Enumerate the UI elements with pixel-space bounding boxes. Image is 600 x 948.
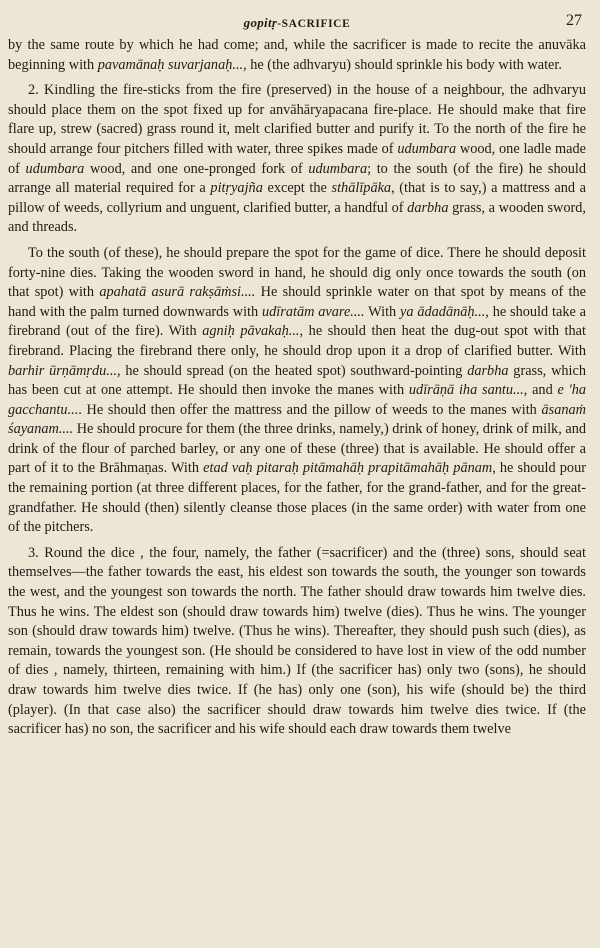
- italic-term: sthālīpāka: [331, 180, 392, 197]
- italic-term: darbha: [407, 199, 449, 216]
- text-run: 2. Kindling the fire-sticks from the fire (preserved) in the house of a neighbour, the adhvaryu should place them on the spot fixed up for anvāhāryapacana fire-place. He should make that fire flare up, strew (sacred) grass round it, melt clarified butter and purify it. To the north of the fire he should arrange four pitchers filled with water, three spikes made of: [8, 82, 586, 157]
- italic-term: udīratām avare....: [262, 303, 365, 320]
- paragraph: [8, 36, 586, 75]
- paragraph: [8, 544, 586, 740]
- italic-term: barhir ūrṇāmṛdu...: [8, 362, 118, 379]
- text-run: , (that is to say,) a mattress and a pillow of weeds, collyrium and unguent, clarified butter, a handful of: [8, 180, 587, 216]
- text-run: wood, one ladle made of: [8, 140, 586, 177]
- text-run: , and: [523, 382, 558, 399]
- italic-term: udumbara: [397, 140, 457, 157]
- page-header: [8, 6, 586, 36]
- italic-term: etad vaḥ pitaraḥ pitāmahāḥ prapitāmahāḥ pānam: [203, 460, 493, 477]
- running-head: [8, 15, 586, 31]
- text-run: With: [364, 303, 401, 320]
- italic-term: udumbara: [25, 160, 85, 177]
- italic-term: pavamānaḥ suvarjanaḥ...: [97, 56, 244, 73]
- text-run: , he should then heat the dug-out spot with that firebrand. Placing the firebrand there only, he should drop upon it a drop of clarified butter. With: [8, 323, 586, 359]
- text-run: , he should spread (on the heated spot) southward-pointing: [117, 362, 468, 379]
- italic-term: pitṛyajña: [210, 180, 263, 197]
- italic-term: udīrāṇā iha santu...: [408, 382, 524, 399]
- italic-term: agniḥ pāvakaḥ...: [202, 323, 300, 340]
- text-run: except the: [262, 180, 332, 197]
- italic-term: e 'ha gacchantu...: [8, 382, 587, 418]
- text-run: by the same route by which he had come; and, while the sacrificer is made to recite the anuvāka beginning with: [8, 37, 586, 73]
- text-run: , he (the adhvaryu) should sprinkle his body with water.: [243, 56, 562, 73]
- text-run: He should procure for them (the three drinks, namely,) drink of honey, drink of milk, and drink of the flour of parched barley, or any one of these (three) that is available. He should offer a part of it to the Brāhmaṇas. With: [8, 421, 586, 477]
- page-number: 27: [566, 12, 582, 29]
- running-head-italic: gopitṛ: [243, 15, 278, 30]
- running-head-caps: -SACRIFICE: [277, 18, 351, 30]
- italic-term: udumbara: [308, 160, 368, 177]
- text-run: . He should then offer the mattress and the pillow of weeds to the manes with: [78, 401, 542, 418]
- text-run: 3. Round the dice , the four, namely, the father (=sacrificer) and the (three) sons, should seat themselves—the father towards the east, his eldest son towards the south, the younger son towards the west, and the youngest son towards the north. The father should draw towards him twelve dies. Thus he wins. The eldest son (should draw towards him) twelve (dies). Thus he wins. The younger son (should draw towards him) twelve. (Thus he wins). Thereafter, they should push such (dies), as remain, towards the youngest son. (He should be considered to have lost in view of the odd number of dies , namely, thirteen, remaining with him.) If (the sacrificer has) only two (sons), he should draw towards him twelve dies twice. If (he has) only one (son), his wife (should be) the third (player). (In that case also) the sacrificer should draw towards him twelve dies twice. If (the sacrificer has) no son, the sacrificer and his wife should each draw towards them twelve: [8, 544, 586, 738]
- text-run: wood, and one one-pronged fork of: [84, 160, 309, 177]
- italic-term: ya ādadānāḥ...: [400, 303, 486, 320]
- text-run: , he should take a firebrand (out of the fire). With: [8, 303, 586, 340]
- italic-term: apahatā asurā rakṣāṁsi....: [99, 284, 256, 301]
- text-run: grass, a wooden sword, and threads.: [8, 199, 586, 236]
- italic-term: darbha: [467, 362, 509, 379]
- italic-term: āsanaṁ śayanam....: [8, 401, 586, 438]
- paragraph: [8, 81, 586, 238]
- body-text: [8, 36, 586, 740]
- text-run: ; to the south (of the fire) he should arrange all material required for a: [8, 160, 587, 197]
- text-run: , he should pour the remaining portion (at three different places, for the father, for the grand-father, and for the great-grandfather. He should (then) silently cleanse those places (in the same order) with water from one of the pitchers.: [8, 460, 586, 536]
- text-run: grass, which has been cut at one attempt. He should then invoke the manes with: [8, 362, 587, 399]
- text-run: To the south (of these), he should prepare the spot for the game of dice. There he should deposit forty-nine dies. Taking the wooden sword in hand, he should dig only once towards the south (on that spot) with: [8, 244, 586, 301]
- paragraph: [8, 244, 586, 538]
- text-run: He should sprinkle water on that spot by means of the hand with the palm turned downwards with: [8, 284, 586, 320]
